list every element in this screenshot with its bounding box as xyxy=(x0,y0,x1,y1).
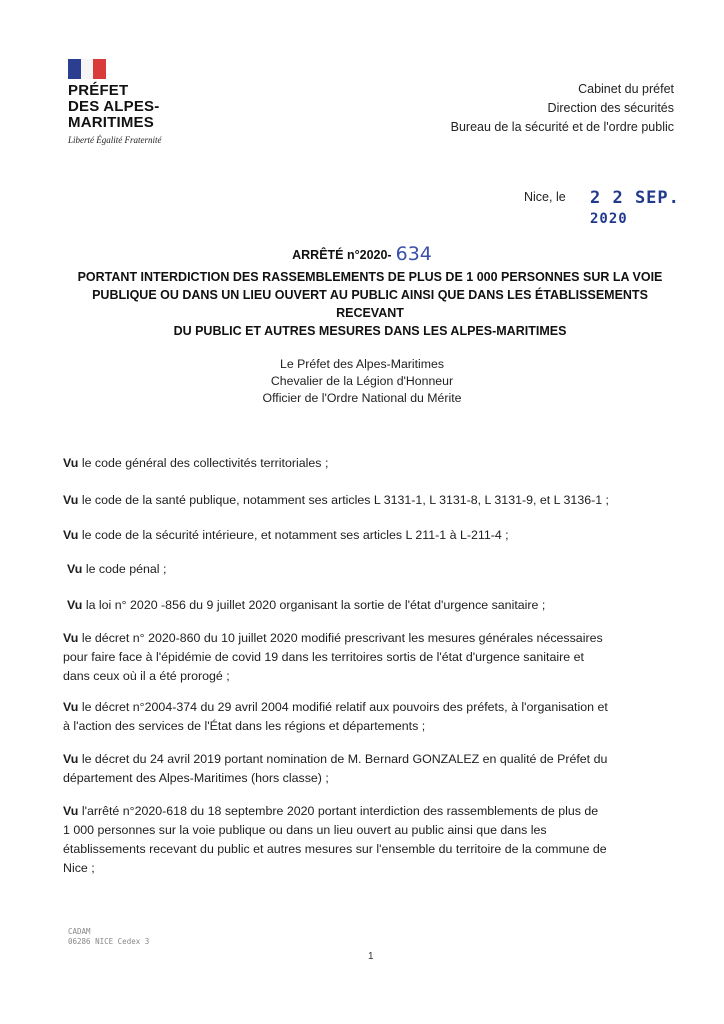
visa-3 xyxy=(63,526,674,545)
visa-text: le code général des collectivités territoriales ; xyxy=(81,456,329,470)
visa-line: pour faire face à l'épidémie de covid 19 dans les territoires sortis de l'état d'urgence sanitaire et xyxy=(63,650,584,664)
visa-4 xyxy=(67,560,678,579)
visa-vu: Vu xyxy=(63,493,79,507)
motto-liberte: Liberté xyxy=(68,135,94,145)
visa-5 xyxy=(67,596,678,615)
arrete-heading xyxy=(0,242,724,264)
visa-line: établissements recevant du public et autres mesures sur l'ensemble du territoire de la commune de xyxy=(63,842,607,856)
prefet-line-3: Officier de l'Ordre National du Mérite xyxy=(262,391,462,405)
visa-text: le code de la sécurité intérieure, et notamment ses articles L 211-1 à L-211-4 ; xyxy=(81,528,509,542)
visa-vu: Vu xyxy=(67,598,83,612)
visa-line xyxy=(67,560,678,579)
visa-text: le décret du 24 avril 2019 portant nomination de M. Bernard GONZALEZ en qualité de Préfet du xyxy=(81,752,608,766)
visa-line xyxy=(63,629,674,648)
visa-line xyxy=(63,454,674,473)
visa-9 xyxy=(63,802,674,878)
republic-motto xyxy=(68,135,178,145)
visa-line xyxy=(63,698,674,717)
logo-line-1: PRÉFET xyxy=(68,82,129,99)
cadam-address xyxy=(68,927,149,947)
visa-line: département des Alpes-Maritimes (hors classe) ; xyxy=(63,771,329,785)
document-title xyxy=(70,268,670,340)
prefet-line-1: Le Préfet des Alpes-Maritimes xyxy=(279,357,445,371)
marianne-flag-icon xyxy=(68,59,106,79)
prefet-titles xyxy=(0,356,724,407)
visa-text: la loi n° 2020 -856 du 9 juillet 2020 organisant la sortie de l'état d'urgence sanitaire ; xyxy=(85,598,546,612)
visa-line xyxy=(63,491,674,510)
visa-text: le code pénal ; xyxy=(85,562,167,576)
arrete-handwritten-number: 634 xyxy=(395,243,432,265)
title-line-3: DU PUBLIC ET AUTRES MESURES DANS LES ALPES-MARITIMES xyxy=(173,324,567,338)
prefecture-logo xyxy=(68,59,178,145)
motto-fraternite: Fraternité xyxy=(124,135,162,145)
cadam-line-1: CADAM xyxy=(68,927,91,936)
visa-line: 1 000 personnes sur la voie publique ou dans un lieu ouvert au public ainsi que dans les xyxy=(63,823,547,837)
date-stamp-day-month: 2 2 SEP. xyxy=(590,188,680,208)
date-stamp-year: 2020 xyxy=(590,211,628,227)
visa-text: l'arrêté n°2020-618 du 18 septembre 2020 portant interdiction des rassemblements de plus de xyxy=(81,804,599,818)
visa-1 xyxy=(63,454,674,473)
date-stamp xyxy=(590,188,724,228)
visa-vu: Vu xyxy=(63,752,79,766)
visa-line xyxy=(63,802,674,821)
page-number: 1 xyxy=(368,951,374,962)
header-bureau: Bureau de la sécurité et de l'ordre public xyxy=(450,120,674,134)
visa-7 xyxy=(63,698,674,736)
visa-vu: Vu xyxy=(63,456,79,470)
visa-vu: Vu xyxy=(63,528,79,542)
visa-vu: Vu xyxy=(63,804,79,818)
motto-egalite: Égalité xyxy=(96,135,123,145)
header-cabinet: Cabinet du préfet xyxy=(578,82,674,96)
visa-line xyxy=(63,750,674,769)
visa-text: le code de la santé publique, notamment ses articles L 3131-1, L 3131-8, L 3131-9, et L 3136-1 ; xyxy=(81,493,610,507)
visa-vu: Vu xyxy=(67,562,83,576)
visa-line: dans ceux où il a été prorogé ; xyxy=(63,669,230,683)
visa-line xyxy=(63,526,674,545)
visa-2 xyxy=(63,491,674,510)
visa-text: le décret n° 2020-860 du 10 juillet 2020 modifié prescrivant les mesures générales nécessaires xyxy=(81,631,603,645)
title-line-1: PORTANT INTERDICTION DES RASSEMBLEMENTS DE PLUS DE 1 000 PERSONNES SUR LA VOIE xyxy=(77,270,663,284)
cadam-line-2: 06286 NICE Cedex 3 xyxy=(68,937,150,946)
logo-line-2: DES ALPES- xyxy=(68,98,160,115)
visa-line: Nice ; xyxy=(63,861,95,875)
visa-line: à l'action des services de l'État dans les régions et départements ; xyxy=(63,719,426,733)
logo-line-3: MARITIMES xyxy=(68,114,154,131)
date-label: Nice, le xyxy=(524,190,566,204)
prefet-line-2: Chevalier de la Légion d'Honneur xyxy=(270,374,454,388)
visa-vu: Vu xyxy=(63,631,79,645)
title-line-2: PUBLIQUE OU DANS UN LIEU OUVERT AU PUBLIC AINSI QUE DANS LES ÉTABLISSEMENTS RECEVANT xyxy=(92,288,648,320)
visa-8 xyxy=(63,750,674,788)
visa-line xyxy=(67,596,678,615)
visa-text: le décret n°2004-374 du 29 avril 2004 modifié relatif aux pouvoirs des préfets, à l'organisation et xyxy=(81,700,608,714)
visa-6 xyxy=(63,629,674,686)
visa-vu: Vu xyxy=(63,700,79,714)
arrete-label: ARRÊTÉ n°2020- xyxy=(292,248,392,262)
header-direction: Direction des sécurités xyxy=(547,101,674,115)
service-header xyxy=(451,80,674,137)
